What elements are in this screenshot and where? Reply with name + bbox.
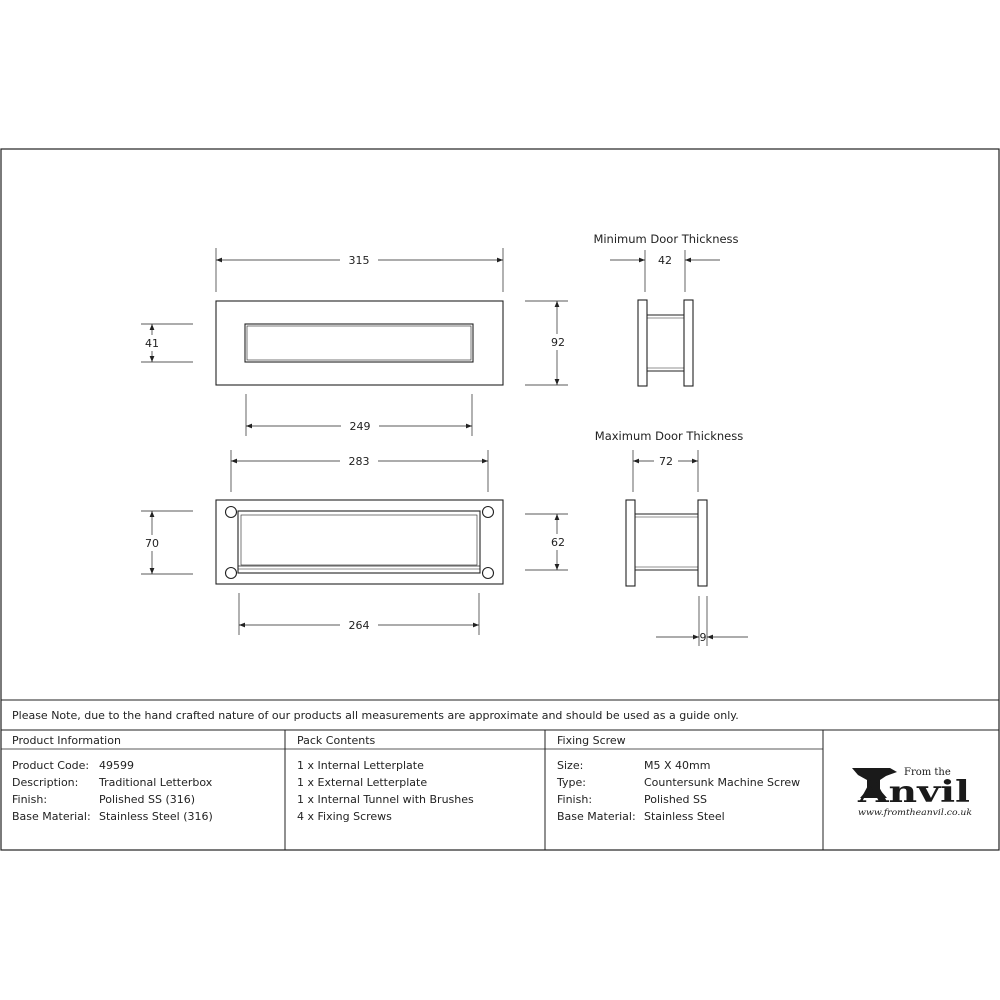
screw-size-value: M5 X 40mm [644,759,711,772]
dim-aperture-height-label: 41 [145,337,159,350]
internal-letterplate-view [216,500,503,584]
description-value: Traditional Letterbox [99,776,213,789]
dim-plate-thickness-label: 9 [699,631,707,644]
base-material-label: Base Material: [12,810,91,823]
screw-hole-top-right [483,507,494,518]
min-door-side-view [638,300,693,386]
pack-item: 4 x Fixing Screws [297,810,392,823]
dim-internal-aperture-width-label: 264 [348,619,370,632]
logo-from-the: From the [904,767,951,778]
pack-item: 1 x Internal Tunnel with Brushes [297,793,474,806]
external-plate-outline [216,301,503,385]
from-the-anvil-logo [852,767,972,818]
max-door-thickness-title: Maximum Door Thickness [594,429,744,443]
disclaimer-note: Please Note, due to the hand crafted nature of our products all measurements are approximate and should be used as a guide only. [12,709,739,722]
min-door-thickness-title: Minimum Door Thickness [593,232,739,246]
description-label: Description: [12,776,79,789]
screw-finish-label: Finish: [557,793,593,806]
screw-hole-top-left [226,507,237,518]
internal-aperture [238,511,480,573]
pack-contents-header: Pack Contents [297,734,376,747]
screw-type-label: Type: [557,776,586,789]
finish-label: Finish: [12,793,48,806]
fixing-screw-header: Fixing Screw [557,734,626,747]
dim-outer-height-label: 92 [551,336,565,349]
logo-url: www.fromtheanvil.co.uk [858,808,972,818]
pack-item: 1 x External Letterplate [297,776,428,789]
dim-outer-width-label: 315 [348,254,370,267]
screw-type-value: Countersunk Machine Screw [644,776,801,789]
external-letterplate-view [216,301,503,385]
screw-hole-bottom-right [483,568,494,579]
product-code-label: Product Code: [12,759,90,772]
finish-value: Polished SS (316) [99,793,196,806]
max-door-side-view [626,500,707,586]
screw-size-label: Size: [557,759,584,772]
internal-plate-outline [216,500,503,584]
screw-material-value: Stainless Steel [644,810,725,823]
dim-internal-height-label: 70 [145,537,159,550]
dim-internal-width-label: 283 [348,455,370,468]
internal-aperture-inner [241,515,477,565]
dim-min-thickness-label: 42 [658,254,672,267]
base-material-value: Stainless Steel (316) [99,810,213,823]
screw-hole-bottom-left [226,568,237,579]
external-aperture [245,324,473,362]
screw-material-label: Base Material: [557,810,636,823]
product-info-header: Product Information [12,734,121,747]
dim-max-thickness-label: 72 [659,455,673,468]
dim-internal-aperture-height-label: 62 [551,536,565,549]
screw-finish-value: Polished SS [644,793,707,806]
logo-brand: Anvil [856,775,970,810]
product-code-value: 49599 [99,759,134,772]
dim-aperture-width-label: 249 [349,420,371,433]
pack-item: 1 x Internal Letterplate [297,759,424,772]
external-aperture-inner [247,326,471,360]
